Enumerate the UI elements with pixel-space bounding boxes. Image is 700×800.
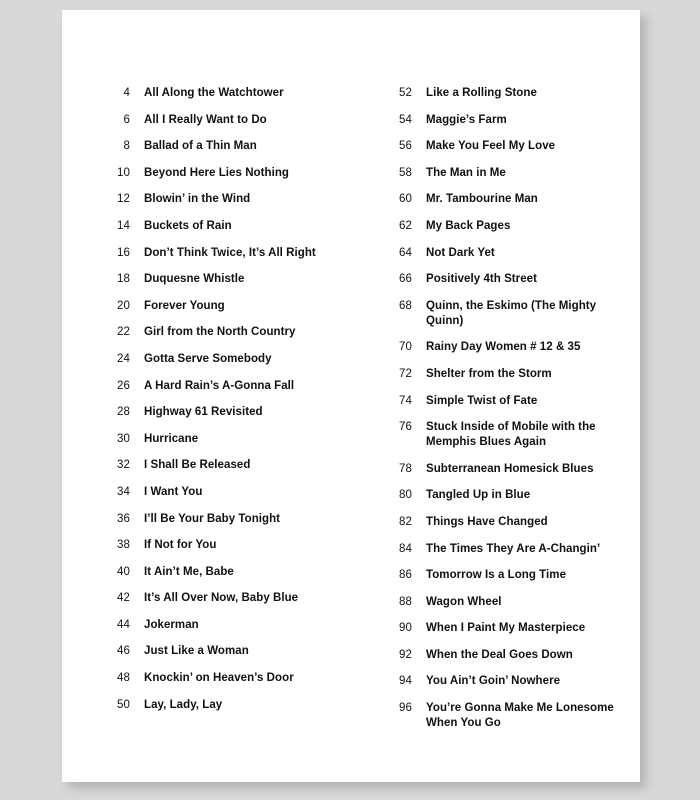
entry-song-title: All Along the Watchtower (144, 87, 284, 99)
entry-page-number: 36 (117, 512, 130, 525)
entry-page-number: 38 (117, 539, 130, 552)
entry-song-title: It Ain’t Me, Babe (144, 565, 234, 578)
index-entry (104, 671, 358, 686)
index-entry (104, 166, 358, 181)
index-entry (386, 462, 640, 477)
index-entry (104, 485, 358, 500)
entry-song-title: Forever Young (144, 299, 225, 312)
entry-page-number: 82 (399, 515, 412, 528)
entry-song-title: Jokerman (144, 618, 199, 631)
entry-page-number: 86 (399, 569, 412, 582)
index-entry (104, 512, 358, 527)
entry-song-title: Positively 4th Street (426, 273, 537, 286)
index-entry (104, 272, 358, 287)
entry-song-title: Don’t Think Twice, It’s All Right (144, 246, 316, 259)
entry-song-title: I Want You (144, 485, 203, 498)
entry-page-number: 84 (399, 542, 412, 555)
entry-page-number: 88 (399, 595, 412, 608)
index-entry (104, 591, 358, 606)
entry-song-title: All I Really Want to Do (144, 113, 267, 126)
index-entry (386, 701, 640, 731)
entry-page-number: 68 (399, 299, 412, 312)
entry-song-title: Mr. Tambourine Man (426, 193, 538, 206)
entry-page-number: 48 (117, 672, 130, 685)
entry-page-number: 64 (399, 246, 412, 259)
entry-song-title: Make You Feel My Love (426, 140, 556, 153)
entry-page-number: 78 (399, 462, 412, 475)
entry-page-number: 56 (399, 140, 412, 153)
entry-song-title: The Man in Me (426, 166, 506, 179)
entry-song-title: Shelter from the Storm (426, 367, 552, 380)
entry-page-number: 94 (399, 675, 412, 688)
entry-song-title: Beyond Here Lies Nothing (144, 166, 289, 179)
right-column (358, 86, 640, 743)
index-entry (386, 367, 640, 382)
entry-song-title: Hurricane (144, 432, 199, 445)
index-entry (104, 352, 358, 367)
entry-song-title: Things Have Changed (426, 515, 548, 528)
index-entry (386, 420, 640, 450)
entry-page-number: 90 (399, 622, 412, 635)
entry-page-number: 24 (117, 352, 130, 365)
entry-song-title: Tangled Up in Blue (426, 489, 531, 502)
index-entry (386, 272, 640, 287)
entry-song-title: Maggie’s Farm (426, 113, 507, 126)
entry-song-title: If Not for You (144, 539, 217, 552)
entry-page-number: 46 (117, 645, 130, 658)
left-column (62, 86, 358, 743)
entry-page-number: 16 (117, 246, 130, 259)
entry-song-title: Duquesne Whistle (144, 273, 245, 286)
entry-song-title: Buckets of Rain (144, 219, 232, 232)
document-page-shadow (62, 10, 640, 782)
index-entry (104, 379, 358, 394)
entry-page-number: 80 (399, 489, 412, 502)
index-entry (104, 192, 358, 207)
index-entry (386, 648, 640, 663)
entry-page-number: 58 (399, 166, 412, 179)
entry-page-number: 34 (117, 485, 130, 498)
entry-song-title: Like a Rolling Stone (426, 87, 537, 99)
entry-song-title: Rainy Day Women # 12 & 35 (426, 341, 581, 354)
entry-page-number: 66 (399, 273, 412, 286)
entry-song-title: My Back Pages (426, 219, 511, 232)
entry-song-title: Girl from the North Country (144, 326, 296, 339)
index-entry (104, 113, 358, 128)
entry-page-number: 60 (399, 193, 412, 206)
entry-page-number: 20 (117, 299, 130, 312)
index-entry (386, 246, 640, 261)
index-entry (104, 405, 358, 420)
entry-page-number: 72 (399, 367, 412, 380)
index-entry (386, 219, 640, 234)
index-entry (104, 698, 358, 713)
entry-page-number: 42 (117, 592, 130, 605)
index-entry (104, 618, 358, 633)
index-entry (386, 113, 640, 128)
index-entry (386, 394, 640, 409)
entry-song-title: Knockin’ on Heaven’s Door (144, 672, 294, 685)
entry-song-title: You Ain’t Goin’ Nowhere (426, 675, 561, 688)
entry-page-number: 52 (399, 87, 412, 99)
entry-song-title: It’s All Over Now, Baby Blue (144, 592, 299, 605)
index-entry (386, 139, 640, 154)
entry-page-number: 4 (123, 87, 130, 99)
index-entry (104, 432, 358, 447)
entry-page-number: 40 (117, 565, 130, 578)
entry-page-number: 28 (117, 406, 130, 419)
entry-page-number: 50 (117, 698, 130, 711)
index-entry (104, 458, 358, 473)
entry-song-title: You’re Gonna Make Me Lonesome When You Go (426, 702, 614, 730)
entry-page-number: 96 (399, 702, 412, 715)
entry-page-number: 62 (399, 219, 412, 232)
index-entry (386, 86, 640, 101)
index-entry (386, 299, 640, 329)
entry-page-number: 44 (117, 618, 130, 631)
index-entry (386, 340, 640, 355)
entry-song-title: Blowin’ in the Wind (144, 193, 251, 206)
index-entry (386, 488, 640, 503)
entry-song-title: Ballad of a Thin Man (144, 140, 257, 153)
entry-song-title: When the Deal Goes Down (426, 648, 573, 661)
entry-page-number: 10 (117, 166, 130, 179)
entry-song-title: Subterranean Homesick Blues (426, 462, 594, 475)
entry-song-title: Simple Twist of Fate (426, 394, 538, 407)
entry-song-title: I Shall Be Released (144, 459, 251, 472)
index-entry (386, 542, 640, 557)
index-entry (386, 568, 640, 583)
entry-song-title: Stuck Inside of Mobile with the Memphis Blues Again (426, 421, 596, 449)
entry-page-number: 32 (117, 459, 130, 472)
index-entry (104, 139, 358, 154)
entry-song-title: Gotta Serve Somebody (144, 352, 272, 365)
entry-page-number: 74 (399, 394, 412, 407)
entry-song-title: I’ll Be Your Baby Tonight (144, 512, 281, 525)
entry-song-title: Tomorrow Is a Long Time (426, 569, 567, 582)
entry-song-title: Quinn, the Eskimo (The Mighty Quinn) (426, 299, 597, 327)
index-columns (62, 86, 640, 743)
index-entry (386, 166, 640, 181)
index-entry (386, 192, 640, 207)
index-entry (104, 538, 358, 553)
index-entry (104, 325, 358, 340)
entry-song-title: Lay, Lady, Lay (144, 698, 223, 711)
entry-song-title: The Times They Are A-Changin’ (426, 542, 601, 555)
entry-page-number: 30 (117, 432, 130, 445)
entry-page-number: 70 (399, 341, 412, 354)
index-entry (104, 565, 358, 580)
index-entry (104, 219, 358, 234)
index-entry (386, 595, 640, 610)
entry-song-title: Highway 61 Revisited (144, 406, 263, 419)
entry-page-number: 8 (123, 140, 130, 153)
entry-song-title: When I Paint My Masterpiece (426, 622, 586, 635)
entry-page-number: 54 (399, 113, 412, 126)
entry-song-title: Not Dark Yet (426, 246, 495, 259)
entry-page-number: 26 (117, 379, 130, 392)
entry-song-title: Just Like a Woman (144, 645, 249, 658)
entry-page-number: 76 (399, 421, 412, 434)
index-entry (104, 299, 358, 314)
index-entry (386, 515, 640, 530)
index-entry (386, 621, 640, 636)
entry-page-number: 18 (117, 273, 130, 286)
entry-page-number: 22 (117, 326, 130, 339)
index-entry (104, 644, 358, 659)
entry-page-number: 92 (399, 648, 412, 661)
document-page (62, 10, 640, 782)
entry-page-number: 12 (117, 193, 130, 206)
entry-song-title: Wagon Wheel (426, 595, 502, 608)
index-entry (104, 86, 358, 101)
entry-song-title: A Hard Rain’s A-Gonna Fall (144, 379, 295, 392)
entry-page-number: 6 (123, 113, 130, 126)
entry-page-number: 14 (117, 219, 130, 232)
index-entry (386, 674, 640, 689)
index-entry (104, 246, 358, 261)
